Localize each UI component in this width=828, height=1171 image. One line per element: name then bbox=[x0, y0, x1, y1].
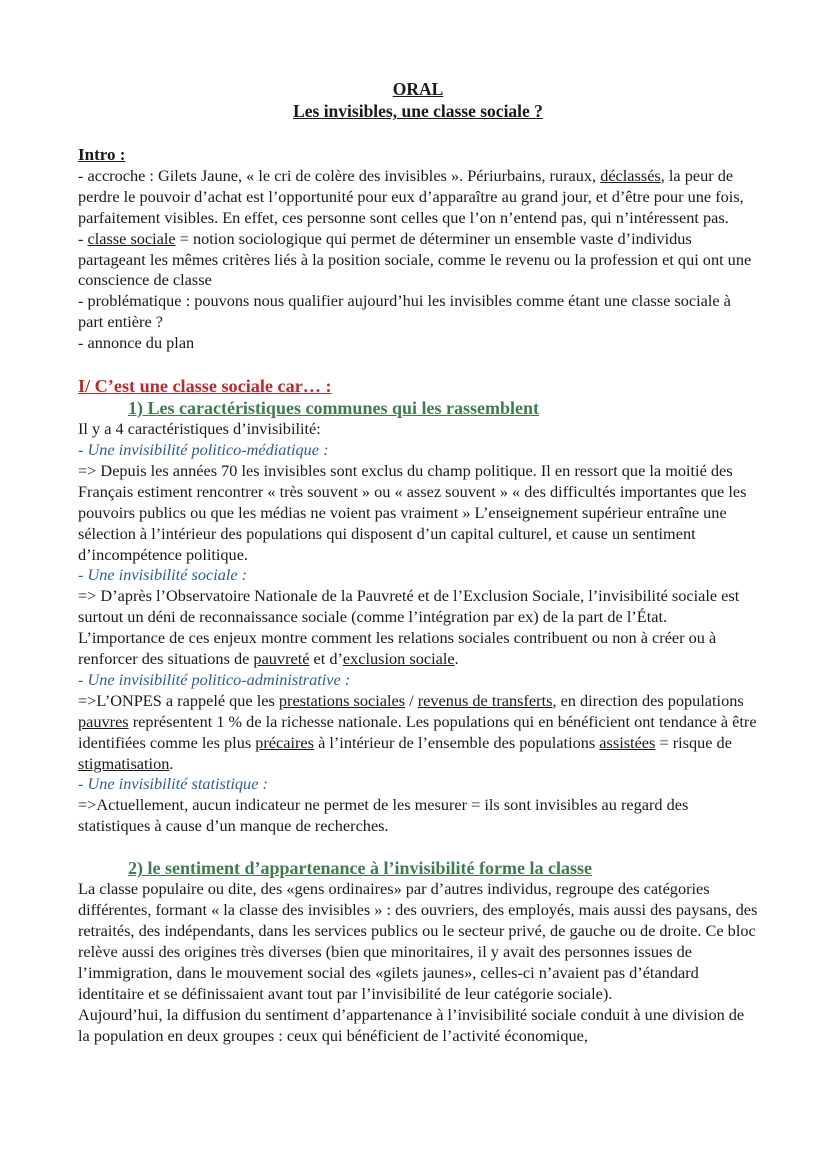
document-title: ORAL bbox=[392, 79, 444, 99]
section2-paragraph-1: La classe populaire ou dite, des «gens ordinaires» par d’autres individus, regroupe des catégories différentes, formant « la classe des invisibles » : des ouvriers, des employés, mais aussi des paysans, des retraités, des indépendants, dans les services publics ou le secteur privé, de gauche ou de droite. Ce bloc relève aussi des origines très diverses (bien que minoritaires, il y avait des personnes issues de l’immigration, dans le mouvement social des «gilets jaunes», celles-ci n’avaient pas d’étandard identitaire et se définissaient avant tout par l’invisibilité de leur catégorie sociale). bbox=[78, 879, 758, 1003]
paragraph-statistique: =>Actuellement, aucun indicateur ne permet de les mesurer = ils sont invisibles au regard des statistiques à cause d’un manque de recherches. bbox=[78, 795, 689, 836]
subheading-politico-mediatique: - Une invisibilité politico-médiatique : bbox=[78, 439, 329, 459]
section1-heading: 1) Les caractéristiques communes qui les rassemblent bbox=[128, 398, 539, 419]
paragraph-politico-administrative: =>L’ONPES a rappelé que les prestations sociales / revenus de transferts, en direction des populations pauvres représentent 1 % de la richesse nationale. Les populations qui en bénéficient ont tendance à être identifiées comme les plus précaires à l’intérieur de l’ensemble des populations assistées = risque de stigmatisation. bbox=[78, 690, 757, 773]
subheading-politico-administrative: - Une invisibilité politico-administrative : bbox=[78, 669, 351, 689]
intro-classe-sociale: - classe sociale = notion sociologique qui permet de déterminer un ensemble vaste d’individus partageant les mêmes critères liés à la position sociale, comme le revenu ou la profession et qui ont une conscience de classe bbox=[78, 228, 752, 290]
section2-heading: 2) le sentiment d’appartenance à l’invisibilité forme la classe bbox=[128, 858, 592, 879]
intro-heading: Intro : bbox=[78, 145, 126, 164]
paragraph-politico-mediatique: => Depuis les années 70 les invisibles sont exclus du champ politique. Il en ressort que la moitié des Français estiment rencontrer « très souvent » ou « assez souvent » « des difficultés importantes que les pouvoirs publics ou que les médias ne voient pas vraiment » L’enseignement supérieur entraîne une sélection à l’intérieur des populations qui disposent d’un capital culturel, et cause un sentiment d’incompétence politique. bbox=[78, 460, 747, 564]
intro-annonce: - annonce du plan bbox=[78, 333, 195, 353]
section1-lead: Il y a 4 caractéristiques d’invisibilité: bbox=[78, 419, 321, 439]
part1-heading: I/ C’est une classe sociale car… : bbox=[78, 376, 332, 397]
document-page bbox=[78, 78, 758, 1046]
document-subtitle: Les invisibles, une classe sociale ? bbox=[293, 101, 543, 121]
section2-paragraph-2: Aujourd’hui, la diffusion du sentiment d’appartenance à l’invisibilité sociale conduit à une division de la population en deux groupes : ceux qui bénéficient de l’activité économique, bbox=[78, 1004, 745, 1045]
intro-problematique: - problématique : pouvons nous qualifier aujourd’hui les invisibles comme étant une classe sociale à part entière ? bbox=[78, 291, 731, 332]
subheading-statistique: - Une invisibilité statistique : bbox=[78, 774, 268, 794]
paragraph-sociale: => D’après l’Observatoire Nationale de la Pauvreté et de l’Exclusion Sociale, l’invisibilité sociale est surtout un déni de reconnaissance sociale (comme l’intégration par ex) de la part de l’État. L’importance de ces enjeux montre comment les relations sociales contribuent ou non à créer ou à renforcer des situations de pauvreté et d’exclusion sociale. bbox=[78, 586, 740, 669]
subheading-sociale: - Une invisibilité sociale : bbox=[78, 565, 248, 585]
intro-accroche: - accroche : Gilets Jaune, « le cri de colère des invisibles ». Périurbains, ruraux, déclassés, la peur de perdre le pouvoir d’achat est l’opportunité pour eux d’apparaître au grand jour, et d’être pour une fois, parfaitement visibles. En effet, ces personne sont celles que l’on n’entend pas, qui n’intéressent pas. bbox=[78, 165, 744, 227]
